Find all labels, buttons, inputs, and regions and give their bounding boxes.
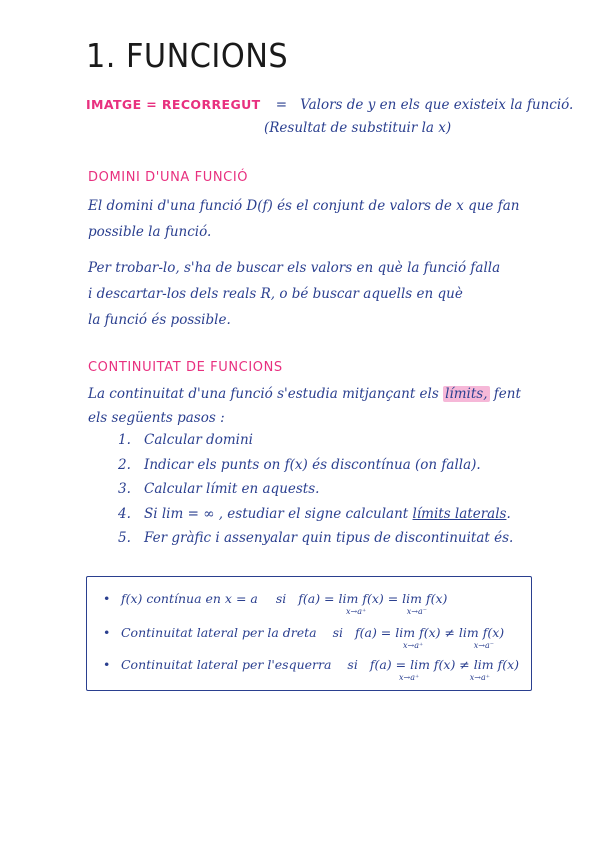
domini-p2-line3: la funció és possible.: [88, 312, 231, 328]
box-item-si: si: [347, 657, 358, 672]
steps-list: [118, 432, 513, 555]
bullet-icon: •: [103, 625, 111, 640]
intro-text-a: La continuitat d'una funció s'estudia mitjançant els: [88, 386, 439, 402]
box-item-formula: f(a) = lim f(x) ≠ lim f(x): [369, 657, 520, 672]
step-underlined-text: límits laterals: [412, 505, 507, 522]
continuitat-intro-line2: els següents pasos :: [88, 410, 225, 426]
list-item: [118, 481, 513, 506]
list-item: [118, 457, 513, 482]
step-number: 5.: [118, 530, 131, 546]
step-text: Calcular límit en aquests.: [144, 481, 320, 497]
continuitat-heading: CONTINUITAT DE FUNCIONS: [88, 360, 283, 375]
step-text: Indicar els punts on f(x) és discontínua (on falla).: [144, 456, 481, 473]
step-number: 2.: [118, 456, 131, 473]
step-text-end: .: [506, 505, 511, 522]
bullet-icon: •: [103, 591, 111, 606]
limits-highlight: límits,: [445, 386, 488, 402]
limit-subscript: x→a⁺: [469, 673, 490, 682]
box-item-text: Continuitat lateral per la dreta: [120, 625, 317, 640]
limit-subscript: x→a⁺: [399, 673, 420, 682]
limit-subscript: x→a⁻: [473, 641, 494, 650]
box-item-si: si: [332, 625, 344, 640]
step-number: 4.: [118, 505, 131, 522]
domini-p2-line2: i descartar-los dels reals R, o bé buscar aquells en què: [88, 286, 463, 302]
continuity-summary-box: [86, 576, 532, 691]
step-text: Fer gràfic i assenyalar quin tipus de discontinuitat és.: [144, 530, 514, 546]
limit-subscript: x→a⁺: [403, 641, 424, 650]
imatge-definition: [86, 94, 573, 113]
step-number: 3.: [118, 481, 131, 497]
box-item-formula: f(a) = lim f(x) ≠ lim f(x): [355, 625, 505, 640]
box-item-subscripts: [399, 673, 519, 682]
box-item-subscripts: [346, 607, 447, 616]
box-item-text: Continuitat lateral per l'esquerra: [120, 657, 332, 672]
list-item: [118, 530, 513, 555]
domini-p1-line2: possible la funció.: [88, 224, 212, 240]
box-item-continua: [103, 591, 447, 616]
bullet-icon: •: [103, 657, 111, 672]
limit-subscript: x→a⁺: [346, 607, 367, 616]
box-item-formula: f(a) = lim f(x) = lim f(x): [298, 591, 448, 606]
box-item-si: si: [275, 591, 287, 606]
domini-p2-line1: Per trobar-lo, s'ha de buscar els valors en què la funció falla: [88, 260, 501, 276]
limit-subscript: x→a⁻: [406, 607, 427, 616]
intro-text-b: fent: [493, 386, 521, 402]
box-item-dreta: [103, 625, 504, 650]
imatge-line2: (Resultat de substituir la x): [264, 120, 452, 136]
box-item-esquerra: [103, 657, 519, 682]
page-title: 1. FUNCIONS: [86, 36, 289, 75]
box-item-text: f(x) contínua en x = a: [120, 591, 258, 606]
imatge-equals: =: [275, 97, 287, 113]
imatge-line1: Valors de y en els que existeix la funció.: [300, 97, 574, 113]
list-item: [118, 432, 513, 457]
domini-heading: DOMINI D'UNA FUNCIÓ: [88, 170, 249, 185]
box-item-subscripts: [403, 641, 504, 650]
list-item: [118, 506, 513, 531]
continuitat-intro-line1: [88, 386, 521, 402]
imatge-label: IMATGE = RECORREGUT: [86, 97, 261, 112]
domini-p1-line1: El domini d'una funció D(f) és el conjunt de valors de x que fan: [88, 198, 520, 214]
step-number: 1.: [118, 432, 131, 448]
step-text: Calcular domini: [144, 432, 253, 448]
step-text: Si lim = ∞ , estudiar el signe calculant: [144, 505, 409, 522]
